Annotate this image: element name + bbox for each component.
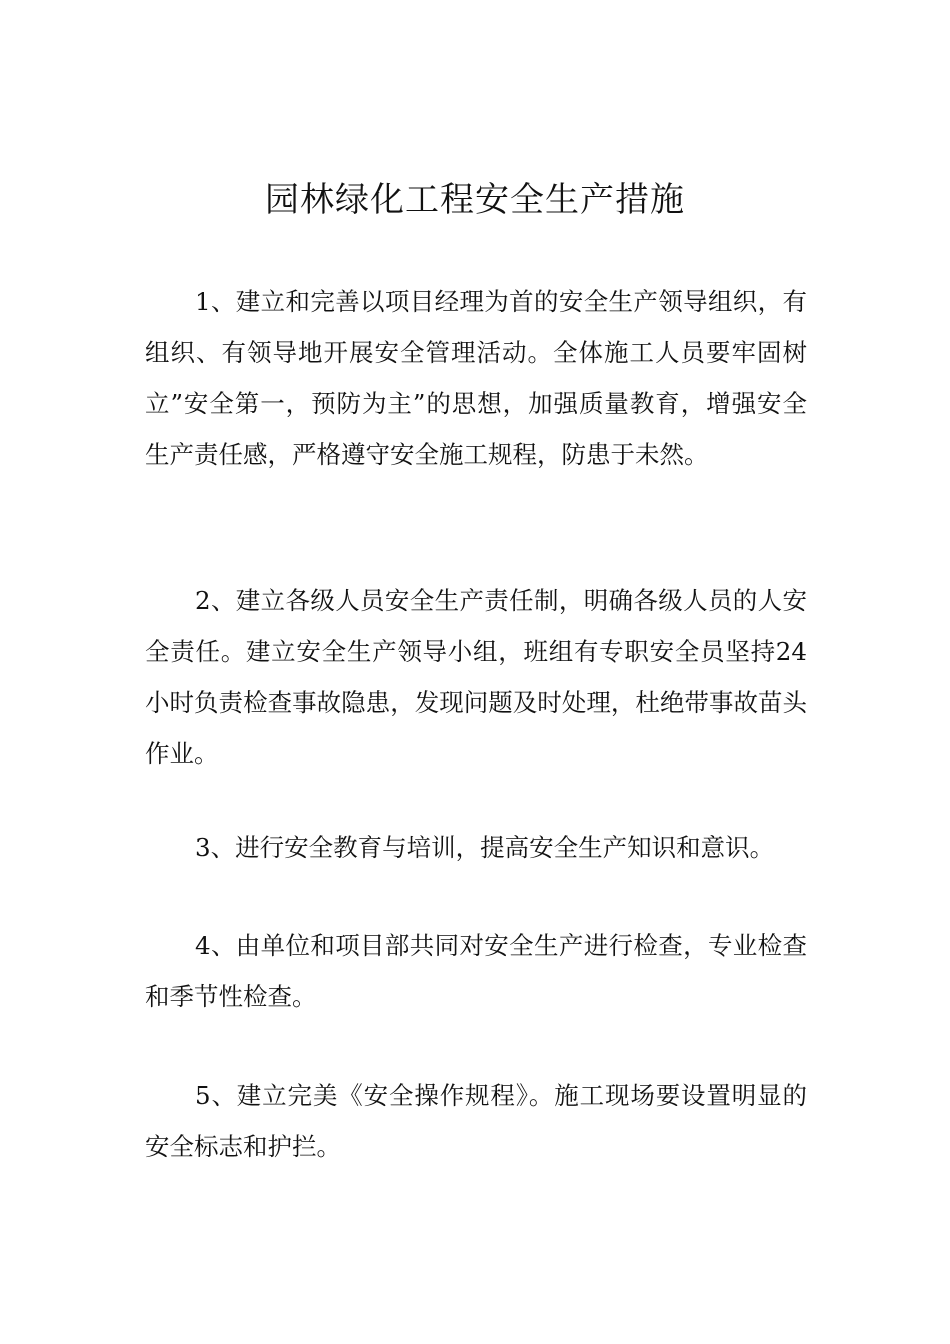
paragraph-5: 5、建立完美《安全操作规程》。施工现场要设置明显的安全标志和护拦。 [145, 1081, 807, 1161]
paragraph-2: 2、建立各级人员安全生产责任制，明确各级人员的人安全责任。建立安全生产领导小组，班组有专职安全员坚持24小时负责检查事故隐患，发现问题及时处理，杜绝带事故苗头作业。 [145, 586, 807, 768]
document-title: 园林绿化工程安全生产措施 [265, 180, 685, 220]
paragraph-1: 1、建立和完善以项目经理为首的安全生产领导组织，有组织、有领导地开展安全管理活动。全体施工人员要牢固树立”安全第一，预防为主”的思想，加强质量教育，增强安全生产责任感，严格遵守安全施工规程，防患于未然。 [145, 287, 807, 469]
paragraph-3: 3、进行安全教育与培训，提高安全生产知识和意识。 [195, 833, 775, 862]
paragraph-4: 4、由单位和项目部共同对安全生产进行检查，专业检查和季节性检查。 [145, 931, 807, 1011]
